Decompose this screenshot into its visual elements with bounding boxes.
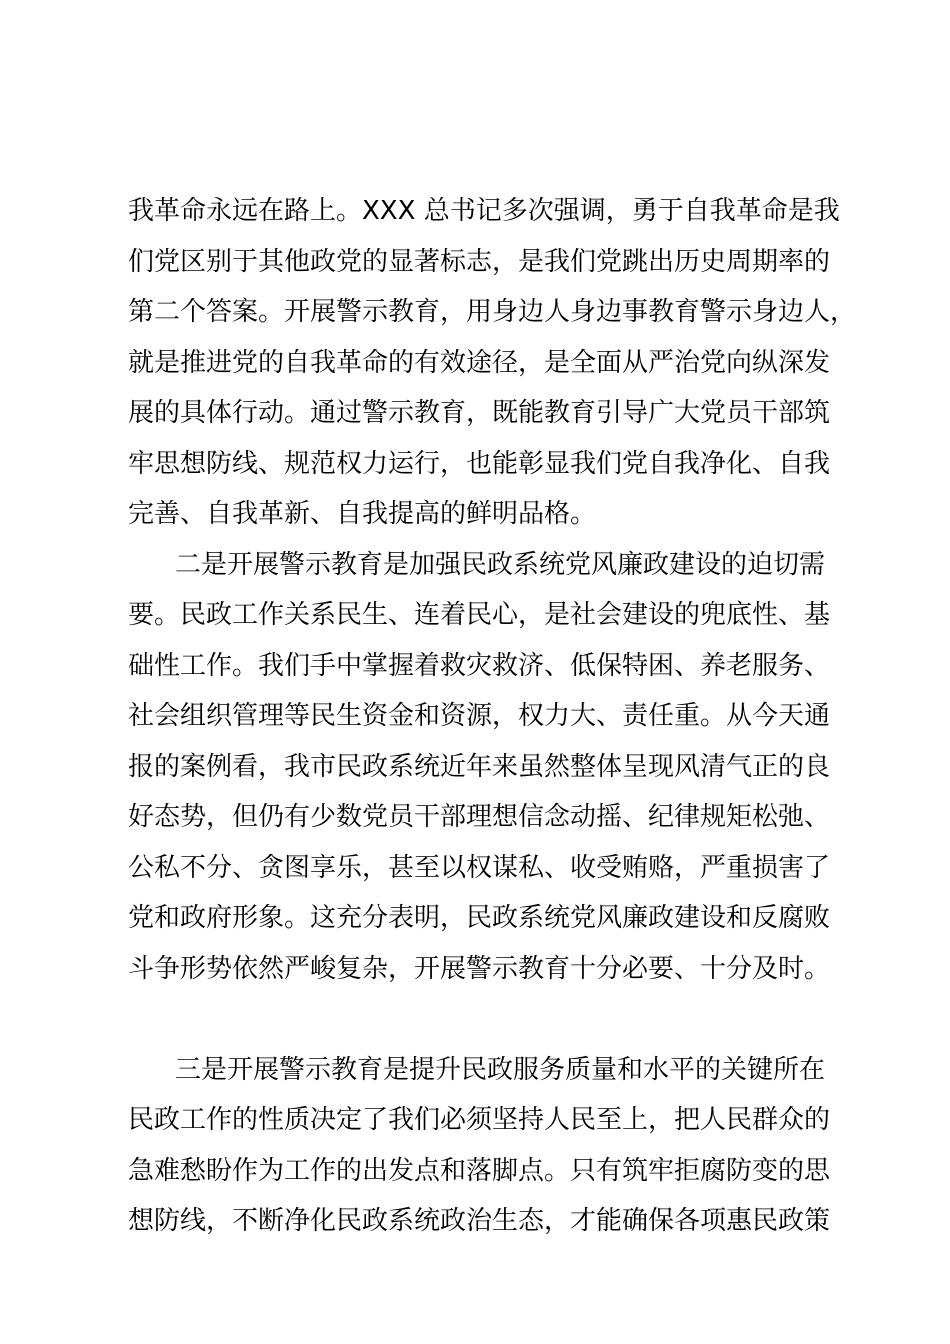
text-line: 展的具体行动。通过警示教育，既能教育引导广大党员干部筑: [128, 398, 831, 428]
text-line: 就是推进党的自我革命的有效途径，是全面从严治党向纵深发: [128, 347, 831, 378]
text-line: 党和政府形象。这充分表明，民政系统党风廉政建设和反腐败: [128, 903, 831, 933]
text-line: 二是开展警示教育是加强民政系统党风廉政建设的迫切需: [175, 549, 826, 580]
text-line: 想防线，不断净化民政系统政治生态，才能确保各项惠民政策: [128, 1206, 831, 1236]
paragraph-1: [128, 186, 858, 540]
text-line: 斗争形势依然严峻复杂，开展警示教育十分必要、十分及时。: [128, 953, 831, 984]
body-text: [128, 186, 858, 1247]
text-line: 报的案例看，我市民政系统近年来虽然整体呈现风清气正的良: [128, 751, 831, 782]
paragraph-2: [128, 540, 858, 1045]
text-line: 社会组织管理等民生资金和资源，权力大、责任重。从今天通: [128, 701, 831, 731]
paragraph-3: [128, 1045, 858, 1247]
text-line: 公私不分、贪图享乐，甚至以权谋私、收受贿赂，严重损害了: [128, 852, 831, 883]
text-line: 牢思想防线、规范权力运行，也能彰显我们党自我净化、自我: [128, 448, 831, 479]
text-line: 好态势，但仍有少数党员干部理想信念动摇、纪律规矩松弛、: [128, 802, 831, 832]
text-line: 民政工作的性质决定了我们必须坚持人民至上，把人民群众的: [128, 1105, 831, 1135]
text-line: 第二个答案。开展警示教育，用身边人身边事教育警示身边人，: [128, 297, 857, 327]
text-line: 急难愁盼作为工作的出发点和落脚点。只有筑牢拒腐防变的思: [128, 1155, 831, 1186]
text-line: [128, 994, 858, 1045]
text-line: 础性工作。我们手中掌握着救灾救济、低保特困、养老服务、: [128, 650, 831, 681]
text-line: 我革命永远在路上。XXX 总书记多次强调，勇于自我革命是我: [128, 196, 840, 226]
text-line: 三是开展警示教育是提升民政服务质量和水平的关键所在: [175, 1054, 826, 1085]
text-line: 要。民政工作关系民生、连着民心，是社会建设的兜底性、基: [128, 600, 831, 630]
text-line: 们党区别于其他政党的显著标志，是我们党跳出历史周期率的: [128, 246, 831, 277]
text-line: 完善、自我革新、自我提高的鲜明品格。: [128, 499, 597, 529]
